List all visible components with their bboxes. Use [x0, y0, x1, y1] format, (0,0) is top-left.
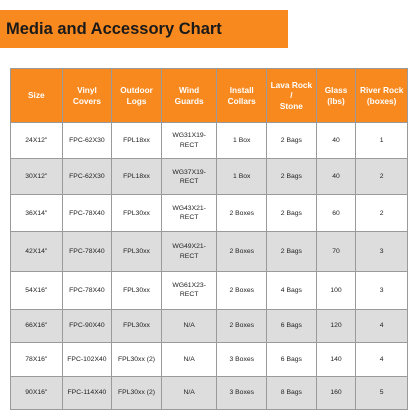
header-row [11, 69, 408, 123]
cell-outdoor-logs: FPL30xx (2) [112, 376, 162, 409]
cell-size: 24X12" [11, 123, 63, 159]
table-row [11, 195, 408, 232]
cell-river-rock-boxes: 4 [356, 309, 408, 342]
cell-glass-lbs: 70 [316, 232, 356, 271]
cell-lava-rock-stone: 6 Bags [267, 309, 317, 342]
cell-install-collars: 3 Boxes [217, 376, 267, 409]
cell-wind-guards: WG49X21- RECT [161, 232, 217, 271]
cell-size: 30X12" [11, 159, 63, 195]
cell-install-collars: 2 Boxes [217, 232, 267, 271]
cell-wind-guards: N/A [161, 309, 217, 342]
cell-vinyl-covers: FPC-62X30 [62, 159, 112, 195]
column-header-wind-guards: Wind Guards [161, 69, 217, 123]
table-body [11, 123, 408, 410]
cell-wind-guards: WG61X23- RECT [161, 271, 217, 309]
cell-vinyl-covers: FPC-78X40 [62, 271, 112, 309]
column-header-glass-lbs: Glass (lbs) [316, 69, 356, 123]
cell-glass-lbs: 40 [316, 123, 356, 159]
table-row [11, 271, 408, 309]
cell-size: 66X16" [11, 309, 63, 342]
cell-river-rock-boxes: 3 [356, 271, 408, 309]
cell-outdoor-logs: FPL18xx [112, 159, 162, 195]
column-header-outdoor-logs: Outdoor Logs [112, 69, 162, 123]
cell-wind-guards: WG43X21- RECT [161, 195, 217, 232]
title-banner [0, 10, 288, 48]
cell-outdoor-logs: FPL18xx [112, 123, 162, 159]
cell-lava-rock-stone: 2 Bags [267, 159, 317, 195]
table-row [11, 123, 408, 159]
table-header [11, 69, 408, 123]
cell-wind-guards: WG37X19- RECT [161, 159, 217, 195]
column-header-river-rock-boxes: River Rock (boxes) [356, 69, 408, 123]
cell-glass-lbs: 60 [316, 195, 356, 232]
cell-vinyl-covers: FPC-78X40 [62, 232, 112, 271]
cell-install-collars: 2 Boxes [217, 195, 267, 232]
cell-install-collars: 1 Box [217, 159, 267, 195]
cell-size: 36X14" [11, 195, 63, 232]
cell-size: 90X16" [11, 376, 63, 409]
cell-river-rock-boxes: 5 [356, 376, 408, 409]
cell-outdoor-logs: FPL30xx [112, 271, 162, 309]
column-header-lava-rock-stone: Lava Rock / Stone [267, 69, 317, 123]
accessory-table-container [10, 68, 408, 410]
column-header-install-collars: Install Collars [217, 69, 267, 123]
table-row [11, 376, 408, 409]
cell-glass-lbs: 40 [316, 159, 356, 195]
cell-install-collars: 2 Boxes [217, 271, 267, 309]
cell-size: 42X14" [11, 232, 63, 271]
column-header-vinyl-covers: Vinyl Covers [62, 69, 112, 123]
cell-vinyl-covers: FPC-90X40 [62, 309, 112, 342]
cell-vinyl-covers: FPC-62X30 [62, 123, 112, 159]
cell-lava-rock-stone: 2 Bags [267, 195, 317, 232]
table-row [11, 159, 408, 195]
cell-wind-guards: N/A [161, 342, 217, 376]
cell-wind-guards: N/A [161, 376, 217, 409]
cell-wind-guards: WG31X19- RECT [161, 123, 217, 159]
page-title: Media and Accessory Chart [6, 19, 222, 38]
cell-lava-rock-stone: 6 Bags [267, 342, 317, 376]
table-row [11, 232, 408, 271]
cell-lava-rock-stone: 2 Bags [267, 123, 317, 159]
cell-vinyl-covers: FPC-102X40 [62, 342, 112, 376]
cell-river-rock-boxes: 3 [356, 232, 408, 271]
cell-glass-lbs: 140 [316, 342, 356, 376]
cell-outdoor-logs: FPL30xx [112, 232, 162, 271]
column-header-size: Size [11, 69, 63, 123]
cell-vinyl-covers: FPC-114X40 [62, 376, 112, 409]
cell-glass-lbs: 160 [316, 376, 356, 409]
cell-river-rock-boxes: 1 [356, 123, 408, 159]
cell-size: 54X16" [11, 271, 63, 309]
cell-glass-lbs: 100 [316, 271, 356, 309]
cell-river-rock-boxes: 4 [356, 342, 408, 376]
table-row [11, 342, 408, 376]
cell-lava-rock-stone: 2 Bags [267, 232, 317, 271]
cell-glass-lbs: 120 [316, 309, 356, 342]
table-row [11, 309, 408, 342]
cell-size: 78X16" [11, 342, 63, 376]
cell-river-rock-boxes: 2 [356, 195, 408, 232]
accessory-table [10, 68, 408, 410]
cell-outdoor-logs: FPL30xx (2) [112, 342, 162, 376]
cell-outdoor-logs: FPL30xx [112, 309, 162, 342]
cell-install-collars: 3 Boxes [217, 342, 267, 376]
cell-river-rock-boxes: 2 [356, 159, 408, 195]
cell-vinyl-covers: FPC-78X40 [62, 195, 112, 232]
cell-lava-rock-stone: 8 Bags [267, 376, 317, 409]
cell-lava-rock-stone: 4 Bags [267, 271, 317, 309]
cell-outdoor-logs: FPL30xx [112, 195, 162, 232]
cell-install-collars: 1 Box [217, 123, 267, 159]
cell-install-collars: 2 Boxes [217, 309, 267, 342]
